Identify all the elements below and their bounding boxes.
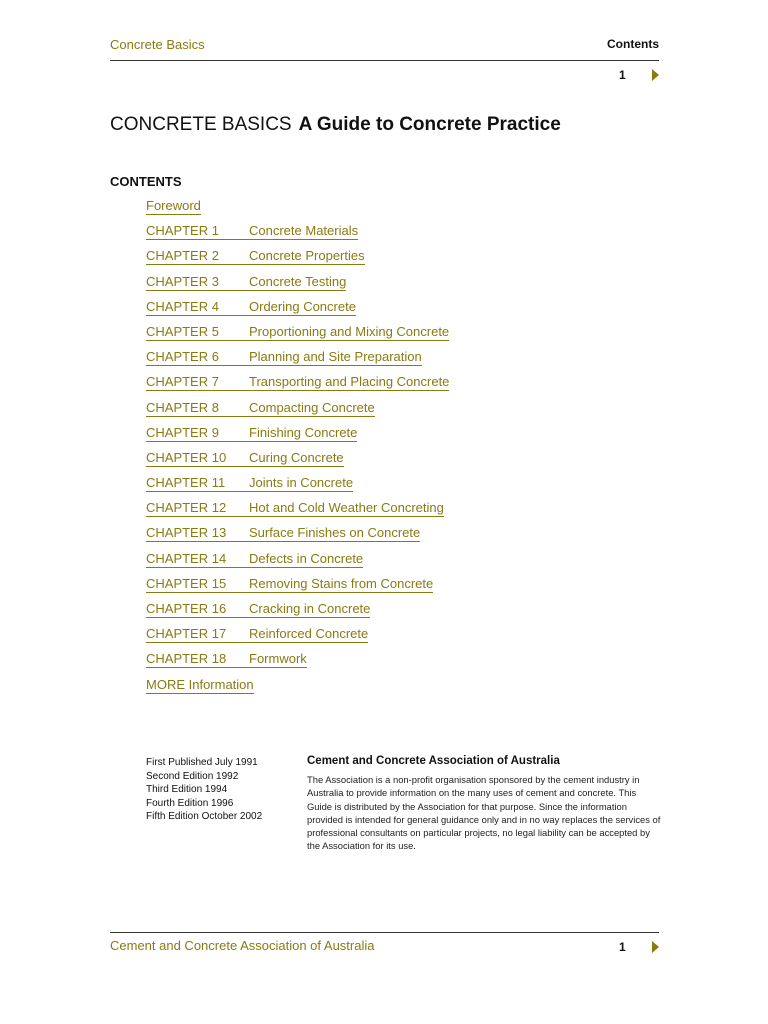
toc-link[interactable]: [146, 449, 344, 467]
toc-chapter-label: CHAPTER 10: [146, 449, 227, 465]
toc-link[interactable]: [146, 222, 358, 240]
footer-divider: [110, 932, 659, 933]
toc-chapter-label: CHAPTER 8: [146, 399, 219, 415]
running-header-title: Concrete Basics: [110, 37, 205, 52]
toc-item: [146, 676, 449, 701]
edition-line: Second Edition 1992: [146, 770, 239, 782]
toc-item: [146, 399, 449, 424]
toc-link[interactable]: [146, 524, 420, 542]
edition-line: First Published July 1991: [146, 757, 258, 768]
footer-publisher: Cement and Concrete Association of Australia: [110, 938, 375, 953]
edition-line: Fourth Edition 1996: [146, 797, 234, 809]
toc-chapter-label: CHAPTER 6: [146, 349, 219, 365]
association-description: The Association is a non-profit organisation sponsored by the cement industry in Australia to provide information on the many uses of cement and concrete. This Guide is distributed by the Association for that purpose. Since the information provided is intended for general guidance only and in no way replaces the services of professional consultants on particular projects, no legal liability can be accepted by the Association for its use.: [307, 774, 661, 852]
toc-link[interactable]: [146, 676, 254, 694]
toc-chapter-title: Hot and Cold Weather Concreting: [249, 500, 444, 516]
toc-chapter-label: CHAPTER 12: [146, 500, 227, 516]
edition-line: Third Edition 1994: [146, 784, 228, 795]
toc-chapter-label: CHAPTER 14: [146, 550, 227, 566]
toc-link[interactable]: [146, 298, 356, 316]
toc-link[interactable]: [146, 247, 365, 265]
toc-chapter-title: Finishing Concrete: [249, 424, 358, 440]
toc-link[interactable]: [146, 197, 201, 215]
edition-line: Fifth Edition October 2002: [146, 811, 263, 822]
toc-link[interactable]: [146, 373, 449, 391]
toc-chapter-title: Cracking in Concrete: [249, 601, 371, 616]
toc-chapter-title: Defects in Concrete: [249, 550, 364, 566]
toc-chapter-title: Transporting and Placing Concrete: [249, 374, 450, 390]
toc-chapter-label: CHAPTER 7: [146, 374, 219, 390]
toc-item: [146, 575, 449, 600]
toc-link[interactable]: [146, 474, 353, 492]
toc-item: [146, 298, 449, 323]
toc-item: [146, 273, 449, 298]
toc-item: [146, 474, 449, 499]
toc-chapter-title: Curing Concrete: [249, 449, 344, 465]
toc-link[interactable]: [146, 399, 375, 417]
triangle-right-icon[interactable]: [652, 69, 659, 81]
toc-link[interactable]: [146, 625, 368, 643]
title-subtitle: A Guide to Concrete Practice: [298, 114, 561, 135]
toc-chapter-title: Joints in Concrete: [249, 475, 354, 491]
toc-chapter-title: Formwork: [249, 651, 307, 667]
toc-chapter-title: Surface Finishes on Concrete: [249, 525, 421, 541]
toc-item: [146, 449, 449, 474]
toc-chapter-title: Compacting Concrete: [249, 399, 375, 415]
toc-chapter-label: CHAPTER 4: [146, 298, 219, 314]
toc-chapter-label: CHAPTER 13: [146, 525, 227, 541]
toc-item: [146, 247, 449, 272]
toc-chapter-title: Ordering Concrete: [249, 298, 356, 314]
toc-chapter-label: CHAPTER 5: [146, 323, 219, 339]
page-number: 1: [619, 68, 626, 82]
triangle-right-icon[interactable]: [652, 941, 659, 953]
footer-page-number: 1: [619, 940, 626, 954]
toc-link[interactable]: [146, 550, 363, 568]
toc-chapter-label: Foreword: [146, 198, 201, 213]
toc-chapter-title: Planning and Site Preparation: [249, 349, 422, 365]
toc-link[interactable]: [146, 273, 346, 291]
page-title: [110, 114, 561, 136]
toc-chapter-label: CHAPTER 18: [146, 651, 227, 667]
toc-item: [146, 600, 449, 625]
toc-chapter-title: Proportioning and Mixing Concrete: [249, 323, 450, 339]
toc-item: [146, 524, 449, 549]
toc-item: [146, 499, 449, 524]
edition-history: [146, 756, 262, 824]
toc-link[interactable]: [146, 600, 370, 618]
toc-link[interactable]: [146, 650, 307, 668]
toc-item: [146, 222, 449, 247]
toc-chapter-label: CHAPTER 15: [146, 575, 227, 591]
toc-chapter-label: CHAPTER 3: [146, 273, 219, 289]
toc-chapter-label: CHAPTER 17: [146, 626, 227, 642]
toc-item: [146, 348, 449, 373]
toc-chapter-label: CHAPTER 2: [146, 248, 219, 264]
toc-chapter-label: MORE Information: [146, 676, 254, 692]
toc-chapter-label: CHAPTER 16: [146, 601, 227, 616]
title-main: CONCRETE BASICS: [110, 114, 292, 135]
toc-chapter-title: Concrete Materials: [249, 223, 359, 239]
toc-link[interactable]: [146, 323, 449, 341]
contents-heading: CONTENTS: [110, 174, 182, 189]
toc-chapter-label: CHAPTER 1: [146, 223, 219, 239]
toc-link[interactable]: [146, 424, 357, 442]
toc-chapter-title: Concrete Testing: [249, 273, 347, 289]
toc-item: [146, 625, 449, 650]
toc-chapter-title: Reinforced Concrete: [249, 626, 369, 642]
section-label: Contents: [607, 37, 659, 51]
toc-item: [146, 550, 449, 575]
toc-chapter-title: Removing Stains from Concrete: [249, 575, 434, 591]
toc-item: [146, 373, 449, 398]
toc-link[interactable]: [146, 499, 444, 517]
toc-link[interactable]: [146, 348, 422, 366]
toc-chapter-label: CHAPTER 11: [146, 475, 226, 491]
table-of-contents: [146, 197, 449, 701]
toc-item: [146, 424, 449, 449]
toc-item: [146, 197, 449, 222]
toc-chapter-label: CHAPTER 9: [146, 424, 219, 440]
association-title: Cement and Concrete Association of Australia: [307, 755, 560, 767]
toc-item: [146, 323, 449, 348]
toc-link[interactable]: [146, 575, 433, 593]
toc-item: [146, 650, 449, 675]
toc-chapter-title: Concrete Properties: [249, 248, 365, 264]
header-divider: [110, 60, 659, 61]
